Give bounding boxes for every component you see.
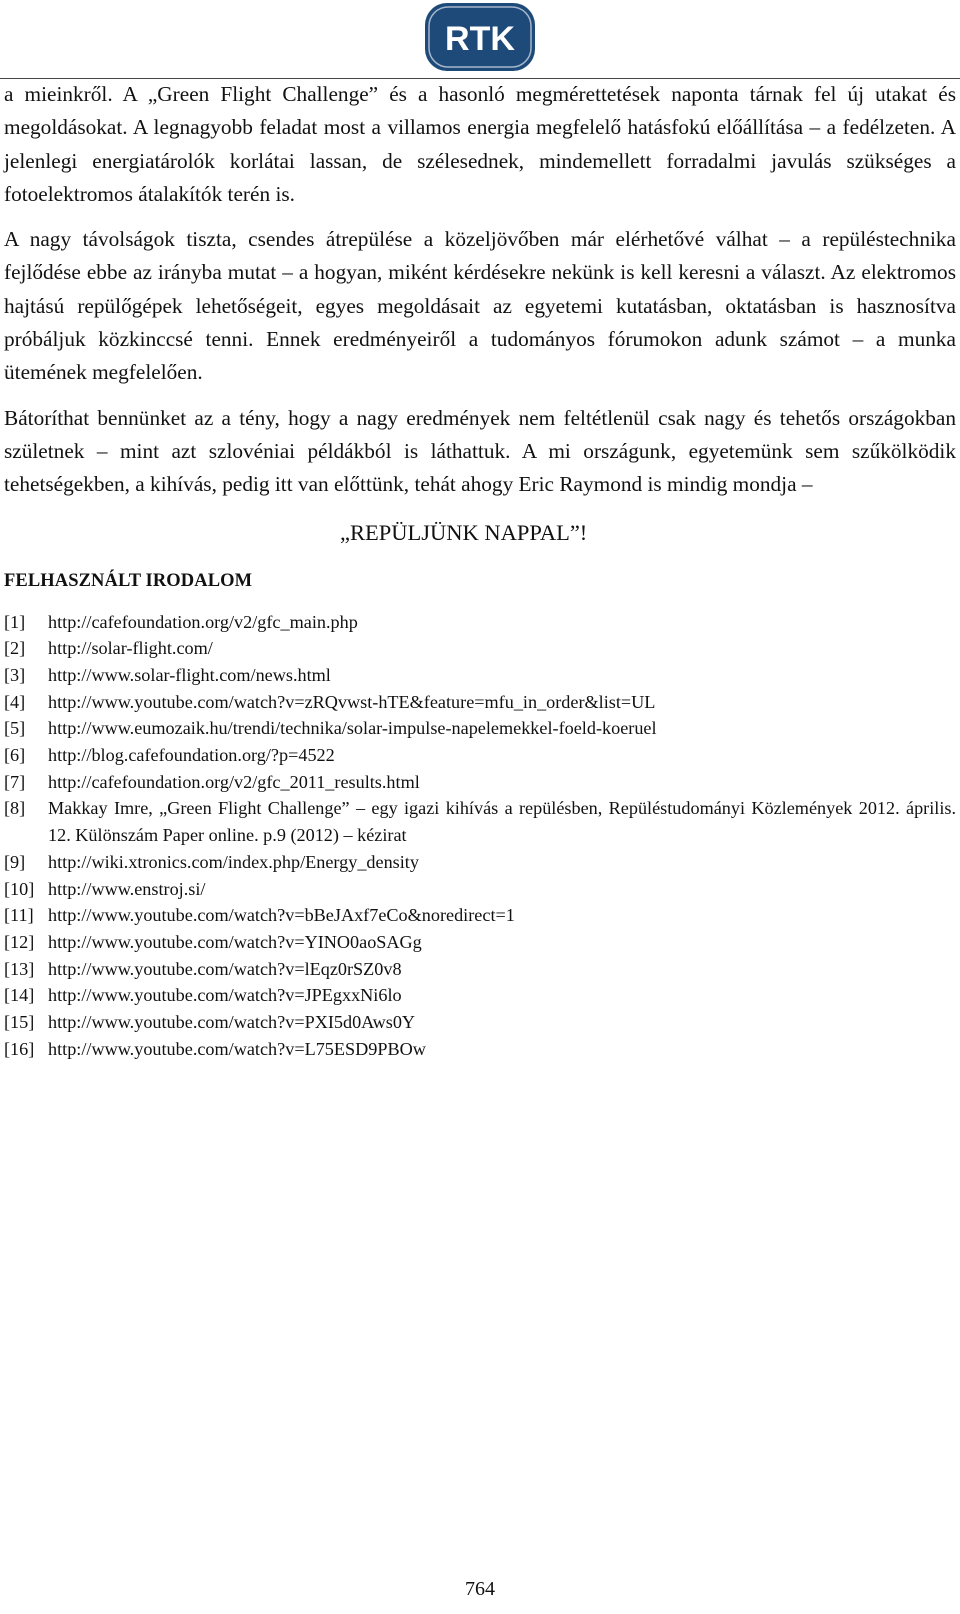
reference-text: http://www.enstroj.si/	[48, 878, 206, 899]
reference-number: [9]	[4, 851, 26, 872]
closing-quote: „REPÜLJÜNK NAPPAL”!	[340, 519, 588, 545]
reference-text: http://www.youtube.com/watch?v=YINO0aoSAGg	[48, 932, 422, 952]
reference-number: [11]	[4, 905, 34, 926]
reference-text: http://cafefoundation.org/v2/gfc_2011_results.html	[48, 771, 420, 792]
reference-number: [7]	[4, 771, 26, 792]
reference-text: http://www.youtube.com/watch?v=PXI5d0Aws0Y	[48, 1012, 416, 1033]
reference-number: [5]	[4, 718, 26, 739]
page-number: 764	[465, 1578, 495, 1600]
reference-item	[4, 715, 956, 742]
reference-text: http://www.youtube.com/watch?v=zRQvwst-hTE&feature=mfu_in_order&list=UL	[48, 691, 656, 712]
reference-item	[4, 742, 956, 769]
page-content	[4, 78, 956, 1063]
reference-number: [12]	[4, 932, 35, 952]
references-heading: FELHASZNÁLT IRODALOM	[4, 570, 253, 591]
body-paragraph-3: Bátoríthat bennünket az a tény, hogy a nagy eredmények nem feltétlenül csak nagy és tehetős országokban születnek – mint azt szlovéniai példákból is láthattuk. A mi országunk, egyetemünk sem szűkölködik tehetségekben, a kihívás, pedig itt van előttünk, tehát ahogy Eric Raymond is mindig mondja –	[4, 405, 956, 497]
reference-number: [6]	[4, 745, 26, 766]
reference-item	[4, 795, 956, 848]
reference-item	[4, 902, 956, 929]
reference-text: http://www.eumozaik.hu/trendi/technika/solar-impulse-napelemekkel-foeld-koeruel	[48, 718, 657, 739]
reference-text: http://www.youtube.com/watch?v=lEqz0rSZ0v8	[48, 958, 402, 979]
reference-item	[4, 1009, 956, 1036]
reference-number: [15]	[4, 1012, 35, 1033]
reference-number: [3]	[4, 664, 26, 685]
reference-number: [4]	[4, 691, 26, 712]
reference-number: [10]	[4, 878, 35, 899]
reference-number: [1]	[4, 611, 26, 632]
reference-number: [2]	[4, 638, 26, 659]
reference-text: http://www.youtube.com/watch?v=L75ESD9PBOw	[48, 1038, 426, 1059]
reference-item	[4, 876, 956, 903]
reference-text: http://wiki.xtronics.com/index.php/Energy_density	[48, 851, 419, 872]
reference-text: http://www.youtube.com/watch?v=bBeJAxf7eCo&noredirect=1	[48, 905, 515, 926]
rtk-logo	[424, 2, 536, 72]
reference-item	[4, 769, 956, 796]
reference-text: http://cafefoundation.org/v2/gfc_main.php	[48, 611, 358, 632]
reference-number: [13]	[4, 958, 35, 979]
references-list	[4, 609, 956, 1063]
reference-text: http://www.solar-flight.com/news.html	[48, 664, 331, 685]
body-paragraph-2: A nagy távolságok tiszta, csendes átrepülése a közeljövőben már elérhetővé válhat – a repüléstechnika fejlődése ebbe az irányba mutat – a hogyan, miként kérdésekre nekünk is kell keresni a választ. Az elektromos hajtású repülőgépek lehetőségeit, egyes megoldásait az egyetemi kutatásban, oktatásban is hasznosítva próbáljuk közkinccsé tenni. Ennek eredményeiről a tudományos fórumokon adunk számot – a munka ütemének megfelelően.	[4, 227, 956, 385]
reference-item	[4, 849, 956, 876]
reference-item	[4, 982, 956, 1009]
rtk-logo-graphic	[424, 2, 536, 72]
reference-item	[4, 635, 956, 662]
reference-item	[4, 609, 956, 636]
reference-number: [8]	[4, 798, 26, 819]
reference-item	[4, 929, 956, 956]
reference-item	[4, 662, 956, 689]
reference-item	[4, 689, 956, 716]
reference-item	[4, 956, 956, 983]
logo-text: RTK	[445, 20, 515, 58]
reference-text: http://blog.cafefoundation.org/?p=4522	[48, 745, 335, 766]
body-paragraph-1: a mieinkről. A „Green Flight Challenge” és a hasonló megmérettetések naponta tárnak fel új utakat és megoldásokat. A legnagyobb feladat most a villamos energia megfelelő hatásfokú előállítása – a fedélzeten. A jelenlegi energiatárolók korlátai lassan, de szélesednek, mindemellett forradalmi javulás szükséges a fotoelektromos átalakítók terén is.	[4, 82, 956, 206]
reference-text: http://www.youtube.com/watch?v=JPEgxxNi6lo	[48, 985, 402, 1006]
reference-text: http://solar-flight.com/	[48, 638, 213, 659]
reference-text: Makkay Imre, „Green Flight Challenge” – egy igazi kihívás a repülésben, Repüléstudományi Közlemények 2012. április. 12. Különszám Paper online. p.9 (2012) – kézirat	[48, 798, 956, 846]
reference-number: [14]	[4, 985, 35, 1006]
reference-item	[4, 1036, 956, 1063]
reference-number: [16]	[4, 1038, 35, 1059]
